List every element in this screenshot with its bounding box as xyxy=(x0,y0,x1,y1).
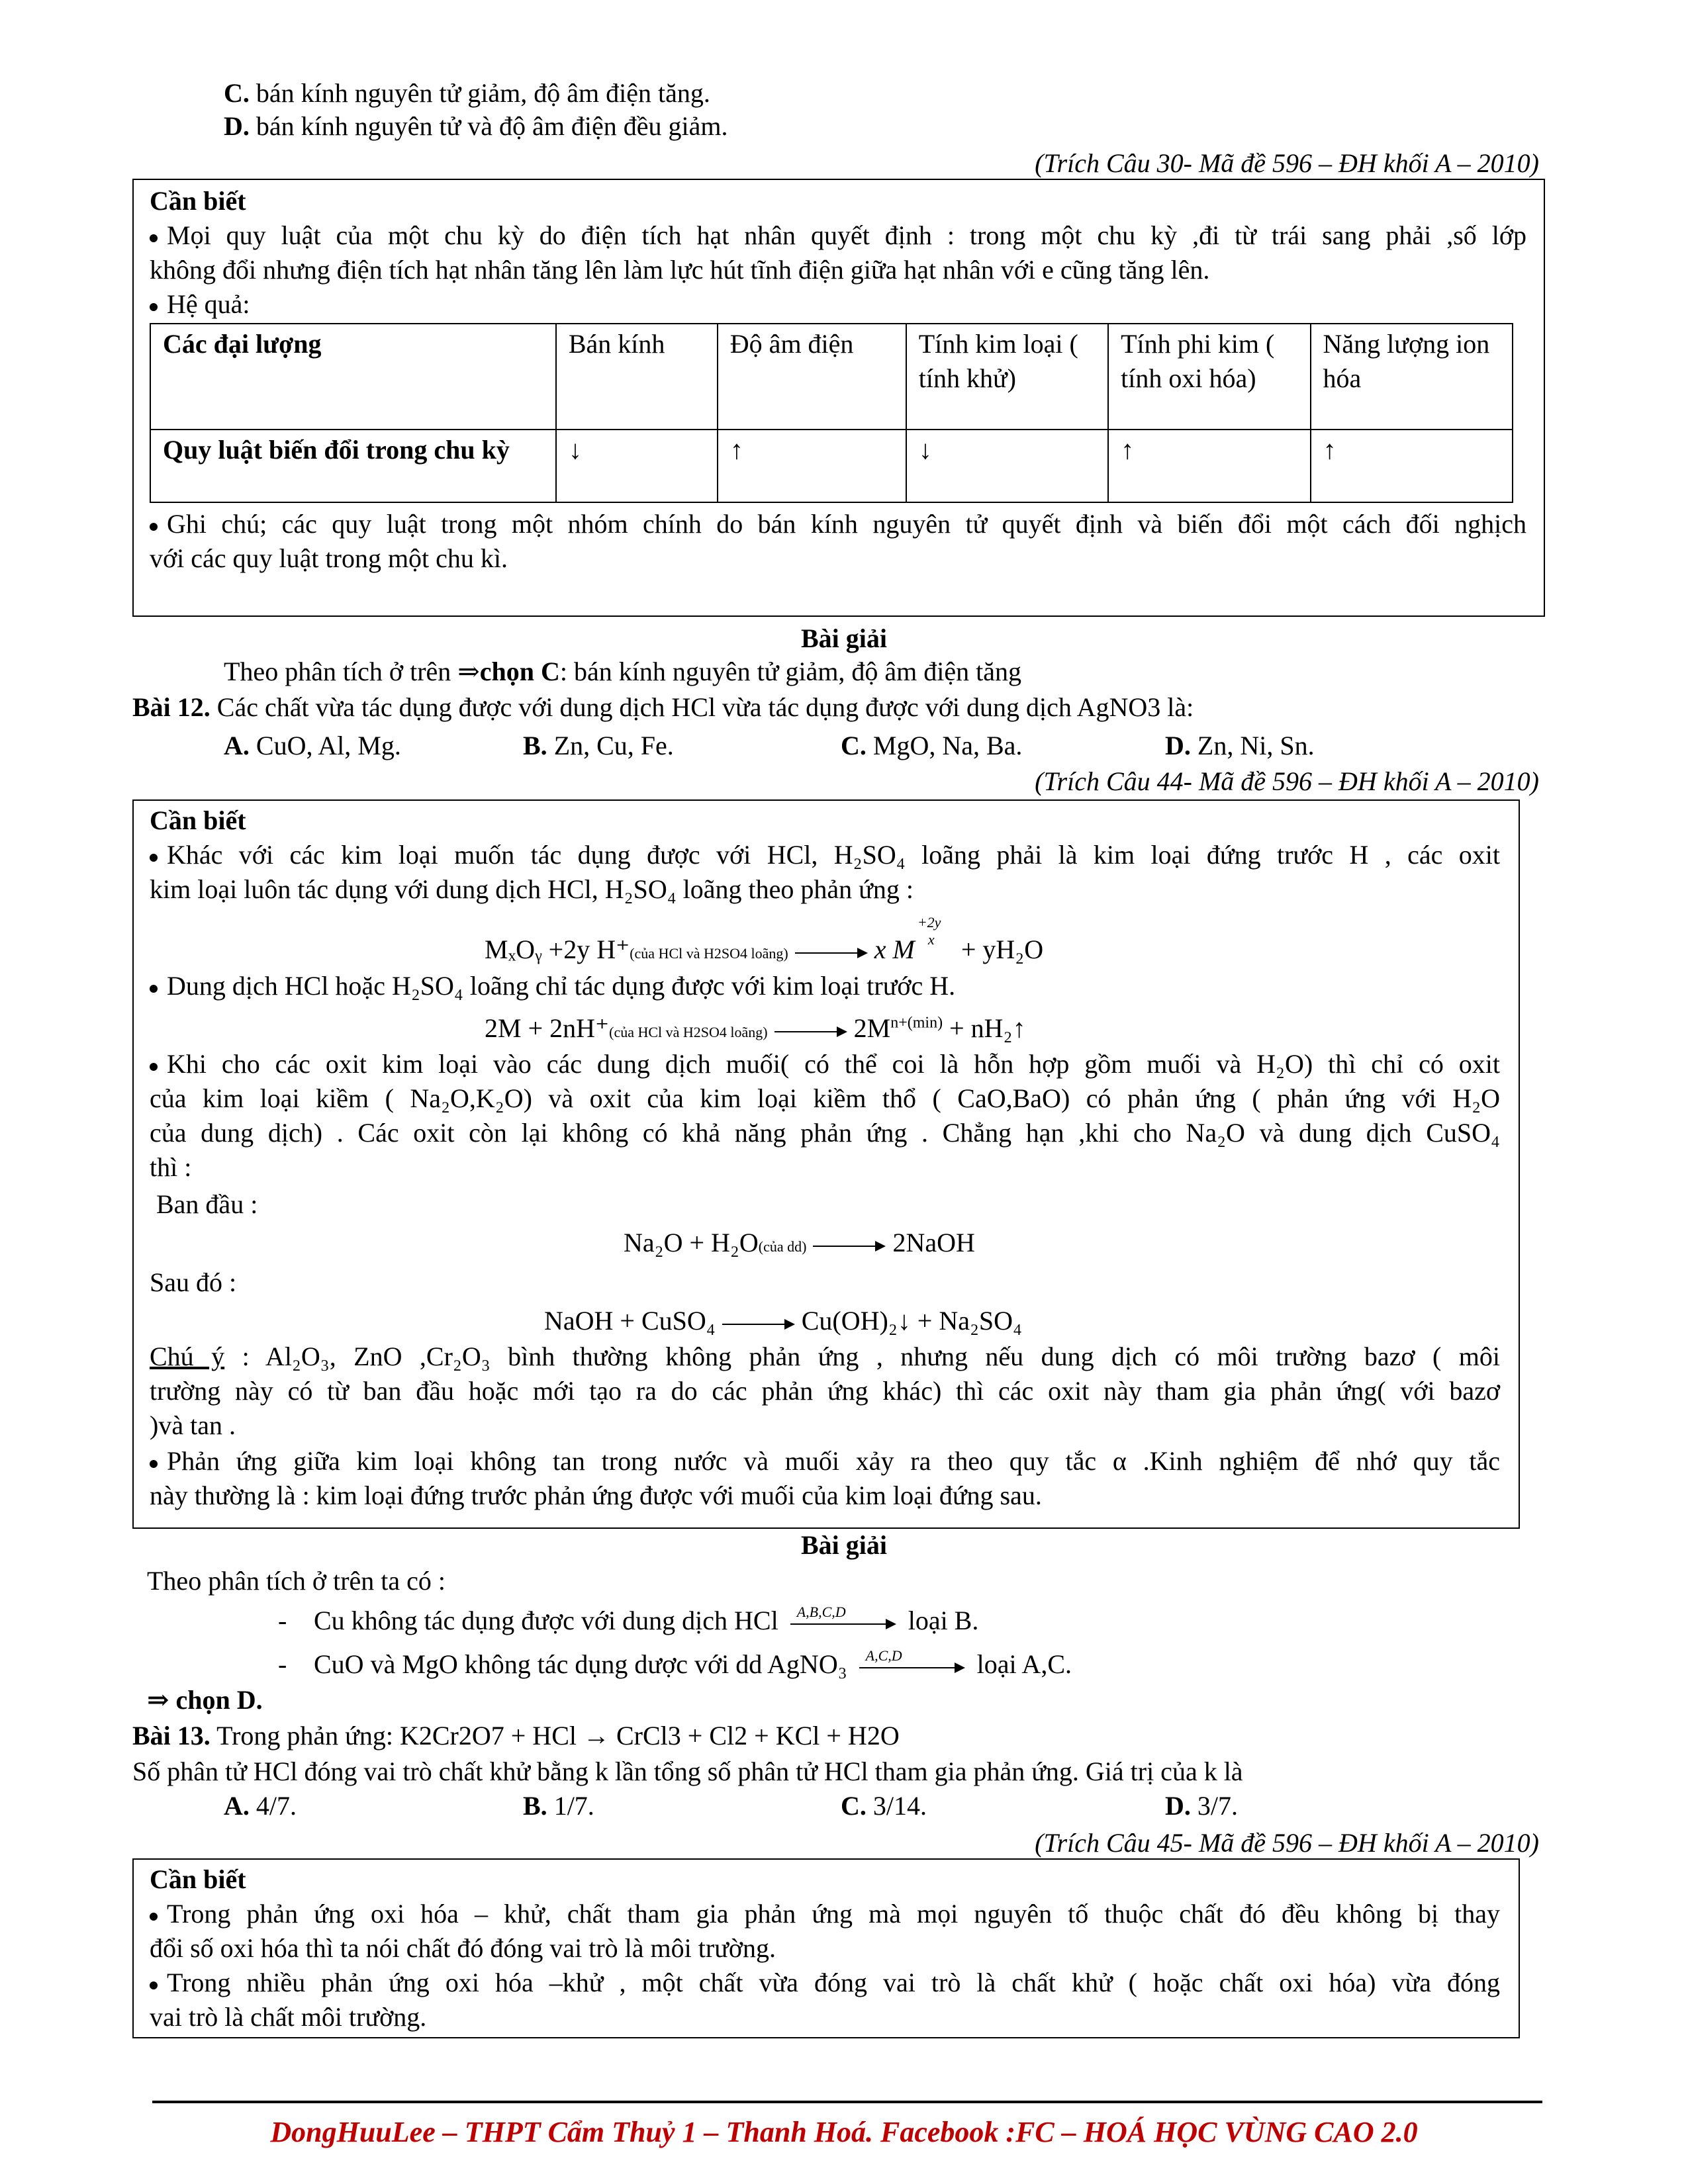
box-paragraph: Dung dịch HCl hoặc H₂SO₄ loãng chỉ tác dụng được với kim loại trước H. xyxy=(150,969,955,1003)
solution-item: - CuO và MgO không tác dụng dược với dd AgNO₃ A,C,D loại A,C. xyxy=(278,1647,1072,1679)
solution-title: Bài giải xyxy=(800,1530,888,1560)
solution-item: - Cu không tác dụng được với dung dịch HCl A,B,C,D loại B. xyxy=(278,1603,979,1635)
box-paragraph: Khi cho các oxit kim loại vào các dung dịch muối( có thể coi là hỗn hợp gồm muối và H₂O) thì chỉ có oxit xyxy=(150,1047,1500,1081)
label-after: Sau đó : xyxy=(150,1267,237,1297)
info-box-periodic-trends xyxy=(132,179,1545,617)
equation-oxide-acid: MₓOᵧ +2y H⁺(của HCl và H2SO4 loãng) x M +2y x + yH₂O xyxy=(485,914,1044,964)
box-paragraph-cont: của kim loại kiềm ( Na₂O,K₂O) và oxit của kim loại kiềm thổ ( CaO,BaO) có phản ứng ( phản ứng với H₂O xyxy=(150,1083,1500,1113)
solution-intro: Theo phân tích ở trên ta có : xyxy=(147,1566,445,1596)
info-box-redox xyxy=(132,1858,1520,2038)
q12-option-b: B. Zn, Cu, Fe. xyxy=(523,731,674,760)
reaction-arrow: A,B,C,D xyxy=(790,1610,896,1637)
solution-title: Bài giải xyxy=(800,623,888,653)
q13-option-c: C. 3/14. xyxy=(841,1791,927,1821)
trend-arrow-radius: ↓ xyxy=(556,430,718,502)
reaction-arrow xyxy=(813,1232,886,1259)
box-paragraph-cont: của dung dịch) . Các oxit còn lại không có khả năng phản ứng . Chẳng hạn ,khi cho Na₂O và dung dịch CuSO₄ xyxy=(150,1118,1500,1148)
q13-option-a: A. 4/7. xyxy=(224,1791,297,1821)
box-note-cont: trường này có từ ban đầu hoặc mới tạo ra do các phản ứng khác) thì các oxit này tham gia phản ứng( với bazơ xyxy=(150,1376,1500,1406)
box-paragraph-cont: đổi số oxi hóa thì ta nói chất đó đóng vai trò là môi trường. xyxy=(150,1933,776,1963)
q12-option-a: A. CuO, Al, Mg. xyxy=(224,731,401,760)
q12-option-c: C. MgO, Na, Ba. xyxy=(841,731,1023,760)
table-header-cell: Năng lượng ion hóa xyxy=(1311,324,1513,430)
info-box-oxide-reactions xyxy=(132,799,1520,1529)
trend-arrow-metallic: ↓ xyxy=(906,430,1108,502)
question-13: Bài 13. Trong phản ứng: K2Cr2O7 + HCl → CrCl3 + Cl2 + KCl + H2O xyxy=(132,1721,900,1751)
box-note-cont: với các quy luật trong một chu kì. xyxy=(150,543,508,573)
question-12: Bài 12. Các chất vừa tác dụng được với dung dịch HCl vừa tác dụng được với dung dịch AgNO3 là: xyxy=(132,692,1194,722)
box-paragraph-cont: không đổi nhưng điện tích hạt nhân tăng lên làm lực hút tĩnh điện giữa hạt nhân với e cũng tăng lên. xyxy=(150,255,1210,285)
source-citation: (Trích Câu 44- Mã đề 596 – ĐH khối A – 2010) xyxy=(1035,766,1539,796)
table-header-cell: Tính phi kim ( tính oxi hóa) xyxy=(1108,324,1310,430)
table-row xyxy=(150,430,1513,502)
box-paragraph-cont: vai trò là chất môi trường. xyxy=(150,2002,427,2032)
question-13-line2: Số phân tử HCl đóng vai trò chất khử bằng k lần tổng số phân tử HCl tham gia phản ứng. Giá trị của k là xyxy=(132,1756,1243,1786)
trend-arrow-electronegativity: ↑ xyxy=(718,430,906,502)
box-paragraph: Khác với các kim loại muốn tác dụng được với HCl, H₂SO₄ loãng phải là kim loại đứng trước H , các oxit xyxy=(150,838,1500,872)
box-heading: Cần biết xyxy=(150,805,246,835)
box-note: Ghi chú; các quy luật trong một nhóm chính do bán kính nguyên tử quyết định và biến đổi một cách đối nghịch xyxy=(150,507,1526,541)
box-paragraph: Phản ứng giữa kim loại không tan trong nước và muối xảy ra theo quy tắc α .Kinh nghiệm để nhớ quy tắc xyxy=(150,1444,1500,1479)
box-paragraph: Hệ quả: xyxy=(150,287,250,322)
box-note-cont: )và tan . xyxy=(150,1410,236,1440)
label-initially: Ban đầu : xyxy=(156,1189,258,1219)
source-citation: (Trích Câu 30- Mã đề 596 – ĐH khối A – 2010) xyxy=(1035,148,1539,178)
equation-na2o-water: Na₂O + H₂O(của dd) 2NaOH xyxy=(624,1228,975,1257)
reaction-arrow: A,C,D xyxy=(859,1654,965,1680)
option-d: D. bán kính nguyên tử và độ âm điện đều giảm. xyxy=(224,111,728,141)
page-footer: DongHuuLee – THPT Cẩm Thuỷ 1 – Thanh Hoá. Facebook :FC – HOÁ HỌC VÙNG CAO 2.0 xyxy=(270,2116,1418,2148)
solution-conclusion: ⇒ chọn D. xyxy=(147,1685,263,1715)
reaction-arrow xyxy=(722,1310,795,1337)
table-header-cell: Bán kính xyxy=(556,324,718,430)
q13-option-d: D. 3/7. xyxy=(1165,1791,1239,1821)
option-c: C. bán kính nguyên tử giảm, độ âm điện tăng. xyxy=(224,78,710,108)
table-header-cell: Các đại lượng xyxy=(150,324,556,430)
table-header-cell: Tính kim loại ( tính khử) xyxy=(906,324,1108,430)
solution-text: Theo phân tích ở trên ⇒chọn C: bán kính nguyên tử giảm, độ âm điện tăng xyxy=(224,657,1022,686)
table-row-label: Quy luật biến đổi trong chu kỳ xyxy=(150,430,556,502)
table-header-row xyxy=(150,324,1513,430)
q13-option-b: B. 1/7. xyxy=(523,1791,594,1821)
q12-option-d: D. Zn, Ni, Sn. xyxy=(1165,731,1315,760)
box-heading: Cần biết xyxy=(150,1864,246,1894)
source-citation: (Trích Câu 45- Mã đề 596 – ĐH khối A – 2010) xyxy=(1035,1828,1539,1858)
box-paragraph: Trong phản ứng oxi hóa – khử, chất tham gia phản ứng mà mọi nguyên tố thuộc chất đó đều không bị thay xyxy=(150,1897,1500,1931)
trend-arrow-ionization: ↑ xyxy=(1311,430,1513,502)
box-note: Chú ý : Al₂O₃, ZnO ,Cr₂O₃ bình thường không phản ứng , nhưng nếu dung dịch có môi trường bazơ ( môi xyxy=(150,1342,1501,1371)
box-paragraph: Trong nhiều phản ứng oxi hóa –khử , một chất vừa đóng vai trò là chất khử ( hoặc chất oxi hóa) vừa đóng xyxy=(150,1966,1500,2000)
trend-arrow-nonmetallic: ↑ xyxy=(1108,430,1310,502)
equation-metal-acid: 2M + 2nH⁺(của HCl và H2SO4 loãng) $2M^{n+(min)}$ + nH₂↑ xyxy=(485,1013,1026,1043)
box-paragraph: Mọi quy luật của một chu kỳ do điện tích hạt nhân quyết định : trong một chu kỳ ,đi từ trái sang phải ,số lớp xyxy=(150,218,1526,253)
reaction-arrow xyxy=(795,939,868,966)
footer-divider xyxy=(152,2101,1542,2103)
box-paragraph-cont: thì : xyxy=(150,1152,192,1182)
table-header-cell: Độ âm điện xyxy=(718,324,906,430)
reaction-arrow xyxy=(774,1018,847,1044)
equation-naoh-cuso4: NaOH + CuSO₄ Cu(OH)₂↓ + Na₂SO₄ xyxy=(544,1306,1022,1336)
box-heading: Cần biết xyxy=(150,186,246,216)
box-paragraph-cont: này thường là : kim loại đứng trước phản ứng được với muối của kim loại đứng sau. xyxy=(150,1480,1042,1510)
box-paragraph-cont: kim loại luôn tác dụng với dung dịch HCl, H₂SO₄ loãng theo phản ứng : xyxy=(150,874,914,904)
trend-table xyxy=(150,323,1513,503)
